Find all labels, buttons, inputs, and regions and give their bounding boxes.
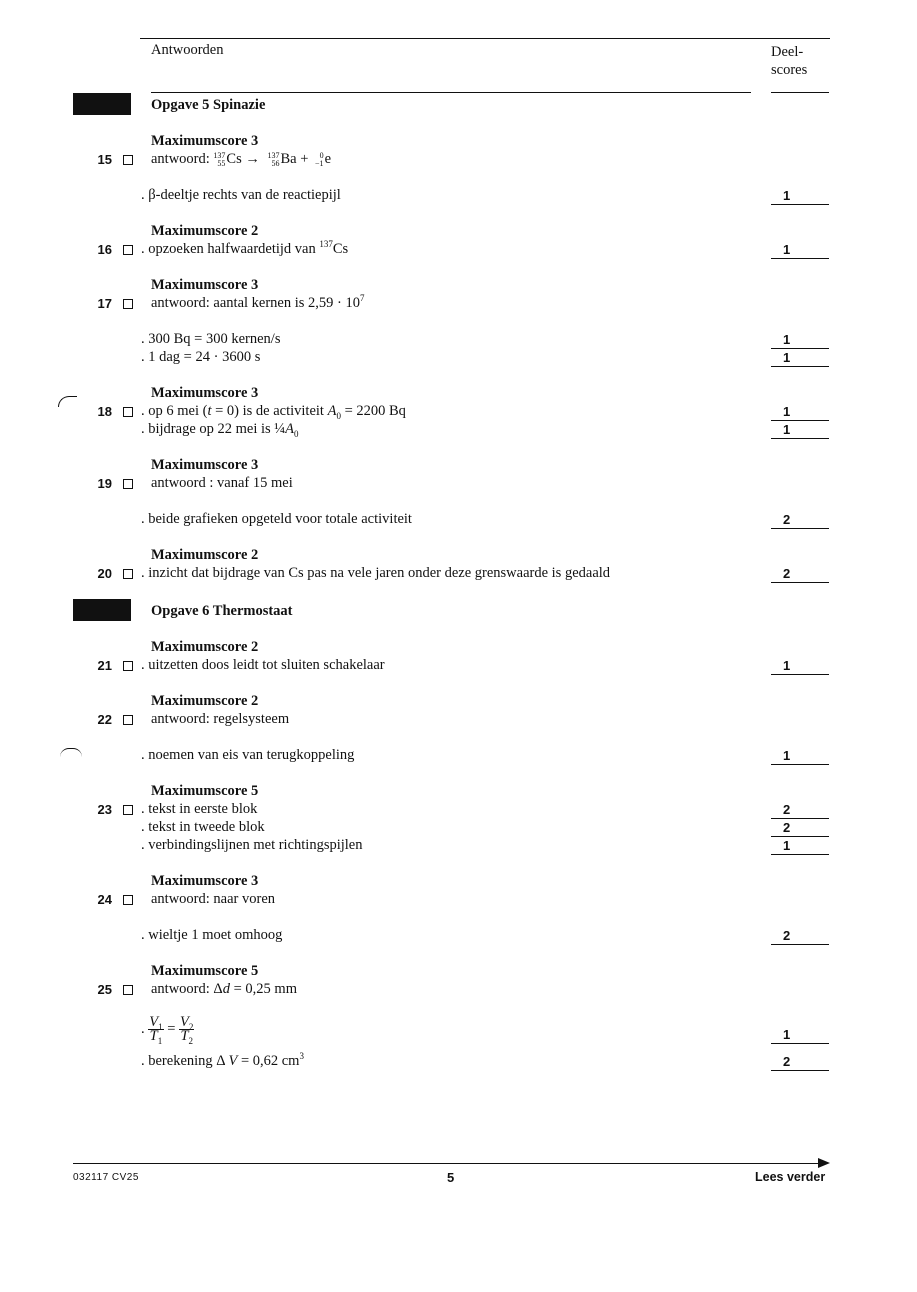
ba-z: 56	[271, 158, 280, 168]
q25-item2-post: = 0,62 cm	[237, 1053, 300, 1069]
q18-item1-post: = 2200 Bq	[340, 403, 406, 419]
margin-pencil-mark	[60, 748, 82, 757]
q25-item2-V: V	[228, 1053, 238, 1069]
q18-maxscore: Maximumscore 3	[151, 385, 259, 401]
q22-answer: antwoord: regelsysteem	[151, 711, 290, 727]
q22-item1: . noemen van eis van terugkoppeling	[141, 747, 355, 763]
arrow-right-icon	[818, 1158, 830, 1168]
q25-answer-pre: antwoord: Δ	[151, 981, 223, 997]
q18-item2-sub: 0	[294, 428, 299, 439]
header-rule-left	[151, 92, 751, 93]
fraction-v1-t1: $\frac{V_1}{T_1}$	[149, 1014, 163, 1046]
plus-sign: +	[296, 151, 313, 167]
q21-item1: . uitzetten doos leidt tot sluiten schakelaar	[141, 657, 385, 673]
q21-number: 21	[97, 658, 112, 673]
q21-checkbox[interactable]	[123, 661, 133, 671]
q18-item1-sub: 0	[336, 410, 341, 421]
q25-answer-d: d	[222, 981, 230, 997]
q20-checkbox[interactable]	[123, 569, 133, 579]
header-deelscores-1: Deel-	[771, 44, 804, 60]
q15-checkbox[interactable]	[123, 155, 133, 165]
q18-item2-pre: . bijdrage op 22 mei is ¼	[141, 421, 286, 437]
q17-item1: . 300 Bq = 300 kernen/s	[141, 331, 281, 347]
q24-maxscore: Maximumscore 3	[151, 873, 259, 889]
margin-pencil-mark	[58, 396, 77, 407]
e-mass: 0	[319, 150, 324, 160]
page-number: 5	[447, 1170, 455, 1185]
q25-item2-sup: 3	[299, 1051, 304, 1062]
q23-maxscore: Maximumscore 5	[151, 783, 259, 799]
q17-maxscore: Maximumscore 3	[151, 277, 259, 293]
q25-checkbox[interactable]	[123, 985, 133, 995]
q16-item1-post: Cs	[332, 241, 349, 257]
q18-item1-pre: . op 6 mei (	[141, 403, 208, 419]
q19-maxscore: Maximumscore 3	[151, 457, 259, 473]
q18-item1	[141, 403, 406, 420]
q24-checkbox[interactable]	[123, 895, 133, 905]
q23-number: 23	[97, 802, 112, 817]
e-symbol: e	[324, 151, 331, 167]
q23-item2: . tekst in tweede blok	[141, 819, 265, 835]
q18-item1-mid: = 0) is de activiteit	[211, 403, 328, 419]
q15-answer-prefix: antwoord:	[151, 151, 214, 167]
cs-mass: 137	[213, 150, 226, 160]
q16-number: 16	[97, 242, 112, 257]
q16-maxscore: Maximumscore 2	[151, 223, 259, 239]
q15-item1: . β-deeltje rechts van de reactiepijl	[141, 187, 341, 203]
q25-item2-pre: . berekening Δ	[141, 1053, 229, 1069]
q18-number: 18	[97, 404, 112, 419]
footer-code: 032117 CV25	[73, 1172, 139, 1183]
q19-item1: . beide grafieken opgeteld voor totale activiteit	[141, 511, 412, 527]
q17-number: 17	[97, 296, 112, 311]
header-antwoorden: Antwoorden	[151, 42, 224, 58]
q17-item2: . 1 dag = 24 · 3600 s	[141, 349, 261, 365]
q17-answer-sup: 7	[359, 293, 365, 304]
q25-item2	[141, 1053, 304, 1070]
q25-answer-post: = 0,25 mm	[230, 981, 297, 997]
e-z: −1	[315, 158, 324, 168]
q19-checkbox[interactable]	[123, 479, 133, 489]
q23-item1: . tekst in eerste blok	[141, 801, 258, 817]
q19-answer: antwoord : vanaf 15 mei	[151, 475, 293, 491]
fraction-v2-t2: $\frac{V_2}{T_2}$	[180, 1014, 194, 1046]
q24-number: 24	[97, 892, 112, 907]
q23-item3: . verbindingslijnen met richtingspijlen	[141, 837, 363, 853]
q18-checkbox[interactable]	[123, 407, 133, 417]
footer-rule	[73, 1163, 823, 1164]
q20-item1: . inzicht dat bijdrage van Cs pas na vele jaren onder deze grenswaarde is gedaald	[141, 565, 611, 581]
header-deelscores-2: scores	[771, 62, 808, 78]
q20-maxscore: Maximumscore 2	[151, 547, 259, 563]
q24-item1: . wieltje 1 moet omhoog	[141, 927, 283, 943]
q17-answer-text: antwoord: aantal kernen is 2,59 · 10	[151, 295, 360, 311]
header-rule-right	[771, 92, 829, 93]
section-marker-bar	[73, 93, 131, 115]
q18-item2	[141, 421, 299, 438]
q25-answer	[151, 981, 297, 998]
q16-checkbox[interactable]	[123, 245, 133, 255]
q20-number: 20	[97, 566, 112, 581]
cs-symbol: Cs	[226, 151, 242, 167]
header-rule	[140, 38, 830, 39]
q25-number: 25	[97, 982, 112, 997]
q16-item1	[141, 241, 348, 258]
q16-item1-text: . opzoeken halfwaardetijd van	[141, 241, 320, 257]
ba-mass: 137	[267, 150, 280, 160]
q16-item1-sup: 137	[319, 239, 333, 250]
q25-formula: . $\frac{V_1}{T_1}$ = $\frac{V_2}{T_2}$	[141, 1014, 194, 1046]
q15-maxscore: Maximumscore 3	[151, 133, 259, 149]
equals-sign: =	[167, 1021, 176, 1037]
cs-z: 55	[217, 158, 226, 168]
q17-checkbox[interactable]	[123, 299, 133, 309]
q19-number: 19	[97, 476, 112, 491]
q15-answer	[151, 151, 331, 168]
q25-maxscore: Maximumscore 5	[151, 963, 259, 979]
q21-maxscore: Maximumscore 2	[151, 639, 259, 655]
q22-number: 22	[97, 712, 112, 727]
section-title-opgave6: Opgave 6 Thermostaat	[151, 603, 293, 619]
q18-item2-A: A	[285, 421, 295, 437]
q15-number: 15	[97, 152, 112, 167]
q23-checkbox[interactable]	[123, 805, 133, 815]
reaction-arrow: →	[241, 151, 264, 167]
section-marker-bar	[73, 599, 131, 621]
lees-verder-link[interactable]: Lees verder	[755, 1170, 826, 1184]
section-title-opgave5: Opgave 5 Spinazie	[151, 97, 266, 113]
q24-answer: antwoord: naar voren	[151, 891, 276, 907]
q18-item1-t: t	[207, 403, 212, 419]
ba-symbol: Ba	[280, 151, 297, 167]
q18-item1-A: A	[327, 403, 337, 419]
q17-answer	[151, 295, 364, 312]
q22-maxscore: Maximumscore 2	[151, 693, 259, 709]
q22-checkbox[interactable]	[123, 715, 133, 725]
